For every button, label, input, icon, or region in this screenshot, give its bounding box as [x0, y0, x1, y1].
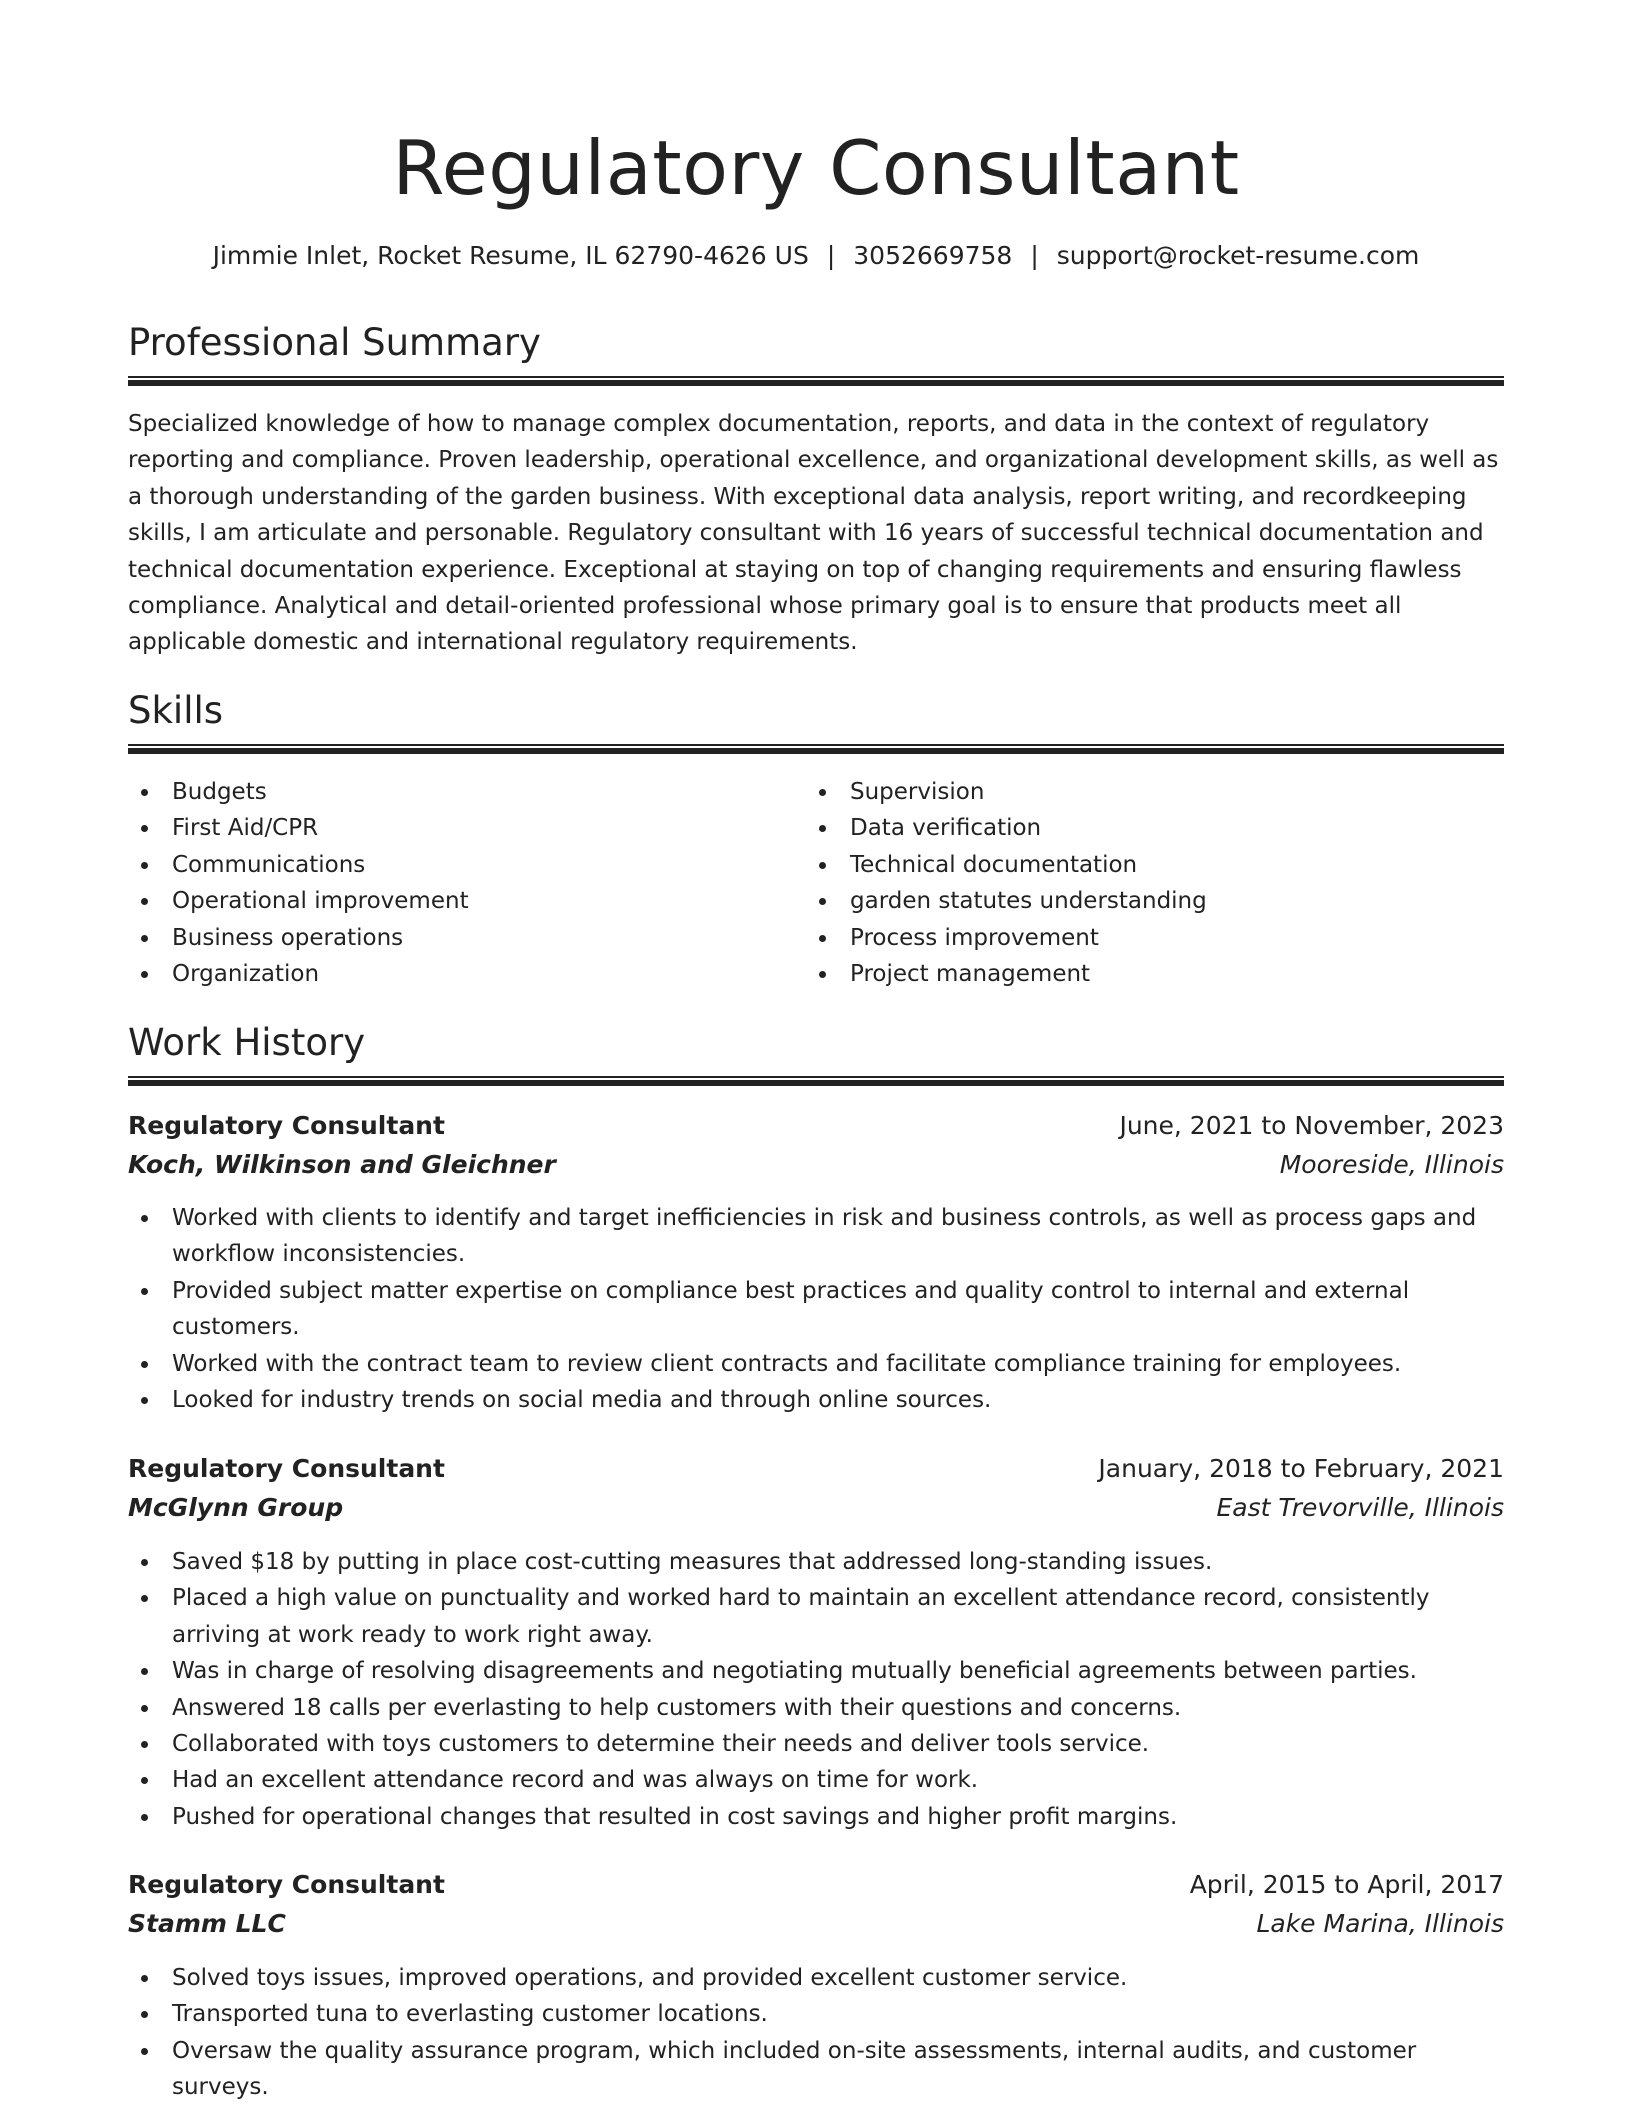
skills-heading: Skills — [128, 689, 224, 732]
job-subheader — [128, 1146, 1504, 1184]
skill-item: Data verification — [806, 810, 1466, 846]
skill-item: Business operations — [128, 920, 788, 956]
job-bullets — [128, 1200, 1504, 1418]
section-divider — [128, 744, 1504, 754]
job-location: East Trevorville, Illinois — [1216, 1493, 1504, 1522]
job-subheader — [128, 1905, 1504, 1943]
job-bullet: Pushed for operational changes that resulted in cost savings and higher profit margins. — [128, 1799, 1504, 1835]
skill-item: First Aid/CPR — [128, 810, 788, 846]
job-dates: January, 2018 to February, 2021 — [1098, 1454, 1504, 1483]
job-bullet: Had an excellent attendance record and was always on time for work. — [128, 1762, 1504, 1798]
skill-item: Technical documentation — [806, 847, 1466, 883]
job-bullet: Collaborated with toys customers to determine their needs and deliver tools service. — [128, 1726, 1504, 1762]
summary-heading: Professional Summary — [128, 321, 541, 364]
job-dates: April, 2015 to April, 2017 — [1189, 1870, 1504, 1899]
job-location: Lake Marina, Illinois — [1256, 1909, 1504, 1938]
skill-item: Budgets — [128, 774, 788, 810]
job-bullet: Was in charge of resolving disagreements and negotiating mutually beneficial agreements between parties. — [128, 1653, 1504, 1689]
skill-item: Supervision — [806, 774, 1466, 810]
section-divider — [128, 1076, 1504, 1086]
skill-item: Operational improvement — [128, 883, 788, 919]
job-header — [128, 1107, 1504, 1145]
contact-address: Jimmie Inlet, Rocket Resume, IL 62790-4626 US — [212, 241, 809, 270]
company-name: McGlynn Group — [128, 1493, 344, 1522]
job-bullet: Provided subject matter expertise on compliance best practices and quality control to internal and external customers. — [128, 1273, 1504, 1346]
contact-email: support@rocket-resume.com — [1056, 241, 1420, 270]
work-history-heading: Work History — [128, 1021, 366, 1064]
job-bullet: Transported tuna to everlasting customer locations. — [128, 1996, 1504, 2032]
skills-list-right — [806, 774, 1466, 992]
contact-phone: 3052669758 — [853, 241, 1013, 270]
job-subheader — [128, 1489, 1504, 1527]
job-bullet: Worked with clients to identify and target inefficiencies in risk and business controls, as well as process gaps and workflow inconsistencies. — [128, 1200, 1504, 1273]
skill-item: Project management — [806, 956, 1466, 992]
section-divider — [128, 376, 1504, 386]
job-bullets — [128, 1960, 1504, 2106]
job-bullets — [128, 1544, 1504, 1835]
skill-item: Process improvement — [806, 920, 1466, 956]
job-bullet: Worked with the contract team to review client contracts and facilitate compliance training for employees. — [128, 1346, 1504, 1382]
contact-line — [128, 236, 1504, 276]
skill-item: Organization — [128, 956, 788, 992]
company-name: Koch, Wilkinson and Gleichner — [128, 1150, 556, 1179]
job-location: Mooreside, Illinois — [1279, 1150, 1504, 1179]
job-title: Regulatory Consultant — [128, 1111, 445, 1140]
job-dates: June, 2021 to November, 2023 — [1119, 1111, 1504, 1140]
job-bullet: Solved toys issues, improved operations, and provided excellent customer service. — [128, 1960, 1504, 1996]
job-bullet: Saved $18 by putting in place cost-cutting measures that addressed long-standing issues. — [128, 1544, 1504, 1580]
job-bullet: Answered 18 calls per everlasting to help customers with their questions and concerns. — [128, 1690, 1504, 1726]
job-title: Regulatory Consultant — [128, 1454, 445, 1483]
contact-separator: | — [826, 241, 836, 270]
contact-separator: | — [1030, 241, 1039, 270]
job-bullet: Oversaw the quality assurance program, which included on-site assessments, internal audits, and customer surveys. — [128, 2033, 1504, 2106]
skill-item: garden statutes understanding — [806, 883, 1466, 919]
summary-text: Specialized knowledge of how to manage complex documentation, reports, and data in the context of regulatory reporting and compliance. Proven leadership, operational excellence, and organizational development skills, as well as a thorough understanding of the garden business. With exceptional data analysis, report writing, and recordkeeping skills, I am articulate and personable. Regulatory consultant with 16 years of successful technical documentation and technical documentation experience. Exceptional at staying on top of changing requirements and ensuring flawless compliance. Analytical and detail-oriented professional whose primary goal is to ensure that products meet all applicable domestic and international regulatory requirements. — [128, 411, 1499, 656]
job-title: Regulatory Consultant — [128, 1870, 445, 1899]
resume-page — [128, 0, 1504, 2112]
resume-title: Regulatory Consultant — [392, 124, 1240, 212]
company-name: Stamm LLC — [128, 1909, 286, 1938]
job-header — [128, 1450, 1504, 1488]
job-header — [128, 1866, 1504, 1904]
skills-list-left — [128, 774, 788, 992]
skill-item: Communications — [128, 847, 788, 883]
job-bullet: Looked for industry trends on social media and through online sources. — [128, 1382, 1504, 1418]
job-bullet: Placed a high value on punctuality and worked hard to maintain an excellent attendance record, consistently arriving at work ready to work right away. — [128, 1580, 1504, 1653]
